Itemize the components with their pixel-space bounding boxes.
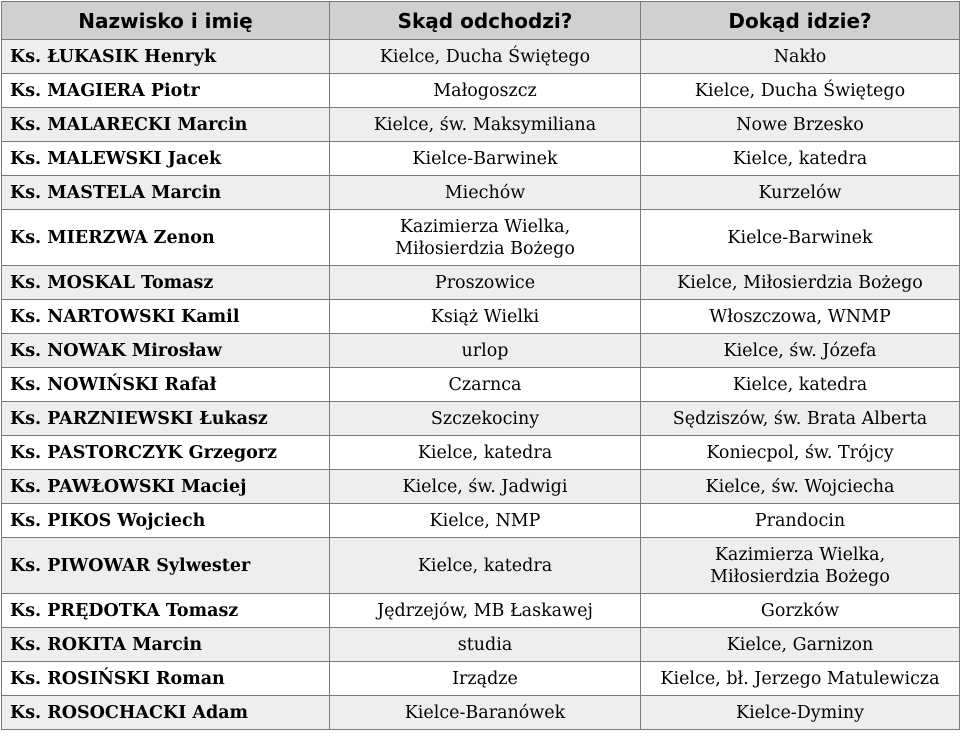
cell-to: Nowe Brzesko xyxy=(641,108,960,142)
table-row xyxy=(2,300,960,334)
cell-name: Ks. PIKOS Wojciech xyxy=(2,504,330,538)
cell-to: Nakło xyxy=(641,40,960,74)
cell-to: Kielce, Garnizon xyxy=(641,628,960,662)
table-row xyxy=(2,40,960,74)
cell-from: Kielce, św. Maksymiliana xyxy=(330,108,641,142)
cell-name: Ks. ROKITA Marcin xyxy=(2,628,330,662)
table-row xyxy=(2,266,960,300)
cell-name: Ks. NARTOWSKI Kamil xyxy=(2,300,330,334)
table-row xyxy=(2,108,960,142)
cell-from: Kielce, św. Jadwigi xyxy=(330,470,641,504)
table-row xyxy=(2,662,960,696)
cell-from: Kielce-Barwinek xyxy=(330,142,641,176)
cell-to: Kielce, katedra xyxy=(641,142,960,176)
table-row xyxy=(2,402,960,436)
cell-to: Kielce, Miłosierdzia Bożego xyxy=(641,266,960,300)
table-row xyxy=(2,142,960,176)
cell-from: Jędrzejów, MB Łaskawej xyxy=(330,594,641,628)
table-row xyxy=(2,594,960,628)
cell-from: Kielce, Ducha Świętego xyxy=(330,40,641,74)
table-row xyxy=(2,368,960,402)
cell-from: Kielce, katedra xyxy=(330,538,641,594)
cell-to: Kielce, św. Wojciecha xyxy=(641,470,960,504)
table-row xyxy=(2,538,960,594)
cell-name: Ks. MASTELA Marcin xyxy=(2,176,330,210)
cell-from: studia xyxy=(330,628,641,662)
cell-name: Ks. PAWŁOWSKI Maciej xyxy=(2,470,330,504)
cell-from: Czarnca xyxy=(330,368,641,402)
table-row xyxy=(2,334,960,368)
cell-from: Kielce, katedra xyxy=(330,436,641,470)
cell-name: Ks. MALEWSKI Jacek xyxy=(2,142,330,176)
cell-name: Ks. ŁUKASIK Henryk xyxy=(2,40,330,74)
cell-to: Kielce-Dyminy xyxy=(641,696,960,730)
cell-to: Kielce-Barwinek xyxy=(641,210,960,266)
cell-from: Irządze xyxy=(330,662,641,696)
column-header-to: Dokąd idzie? xyxy=(641,2,960,40)
cell-to: Kielce, bł. Jerzego Matulewicza xyxy=(641,662,960,696)
header-row xyxy=(2,2,960,40)
table-row xyxy=(2,696,960,730)
cell-from: Proszowice xyxy=(330,266,641,300)
cell-to: Kielce, św. Józefa xyxy=(641,334,960,368)
cell-to: Koniecpol, św. Trójcy xyxy=(641,436,960,470)
table-row xyxy=(2,74,960,108)
cell-to: Kazimierza Wielka, Miłosierdzia Bożego xyxy=(641,538,960,594)
cell-name: Ks. MALARECKI Marcin xyxy=(2,108,330,142)
cell-from: Książ Wielki xyxy=(330,300,641,334)
table-row xyxy=(2,470,960,504)
cell-name: Ks. PARZNIEWSKI Łukasz xyxy=(2,402,330,436)
cell-name: Ks. MAGIERA Piotr xyxy=(2,74,330,108)
cell-to: Kielce, katedra xyxy=(641,368,960,402)
cell-from: Kielce-Baranówek xyxy=(330,696,641,730)
cell-name: Ks. NOWAK Mirosław xyxy=(2,334,330,368)
cell-name: Ks. MIERZWA Zenon xyxy=(2,210,330,266)
cell-to: Kurzelów xyxy=(641,176,960,210)
table-row xyxy=(2,210,960,266)
table-row xyxy=(2,176,960,210)
cell-from: Szczekociny xyxy=(330,402,641,436)
cell-to: Sędziszów, św. Brata Alberta xyxy=(641,402,960,436)
table-row xyxy=(2,436,960,470)
cell-from: urlop xyxy=(330,334,641,368)
cell-name: Ks. PRĘDOTKA Tomasz xyxy=(2,594,330,628)
table-row xyxy=(2,504,960,538)
cell-name: Ks. MOSKAL Tomasz xyxy=(2,266,330,300)
cell-from: Małogoszcz xyxy=(330,74,641,108)
column-header-name: Nazwisko i imię xyxy=(2,2,330,40)
cell-name: Ks. PIWOWAR Sylwester xyxy=(2,538,330,594)
cell-to: Kielce, Ducha Świętego xyxy=(641,74,960,108)
column-header-from: Skąd odchodzi? xyxy=(330,2,641,40)
cell-name: Ks. ROSOCHACKI Adam xyxy=(2,696,330,730)
cell-to: Włoszczowa, WNMP xyxy=(641,300,960,334)
table-body xyxy=(2,40,960,730)
cell-name: Ks. ROSIŃSKI Roman xyxy=(2,662,330,696)
table-row xyxy=(2,628,960,662)
cell-from: Kazimierza Wielka, Miłosierdzia Bożego xyxy=(330,210,641,266)
cell-to: Gorzków xyxy=(641,594,960,628)
cell-from: Kielce, NMP xyxy=(330,504,641,538)
transfers-table xyxy=(1,1,960,730)
cell-from: Miechów xyxy=(330,176,641,210)
cell-name: Ks. NOWIŃSKI Rafał xyxy=(2,368,330,402)
cell-name: Ks. PASTORCZYK Grzegorz xyxy=(2,436,330,470)
cell-to: Prandocin xyxy=(641,504,960,538)
